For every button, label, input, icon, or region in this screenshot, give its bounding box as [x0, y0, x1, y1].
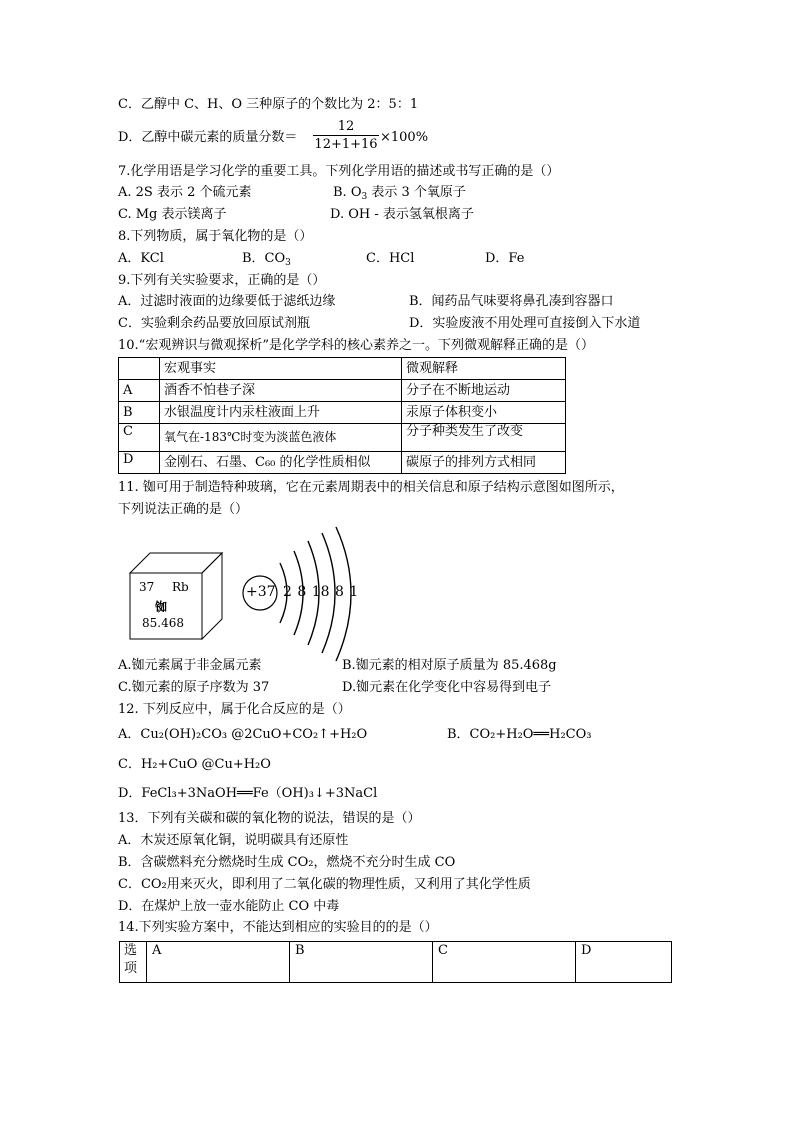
nucleus-charge: +37: [246, 584, 276, 600]
q8-option-b: B．$CO_3$: [242, 251, 291, 268]
q9-option-c: C．实验剩余药品要放回原试剂瓶: [118, 316, 310, 331]
q13-option-b: B．含碳燃料充分燃烧时生成 CO₂，燃烧不充分时生成 CO: [118, 855, 456, 870]
table-row: [119, 380, 566, 402]
table-cell: 酒香不怕巷子深: [160, 380, 402, 402]
q9-option-b: B．闻药品气味要将鼻孔凑到容器口: [409, 294, 614, 309]
element-symbol: Rb: [172, 580, 189, 594]
table-header-cell: B: [290, 942, 433, 983]
q8-stem: 8.下列物质，属于氧化物的是（）: [118, 229, 313, 244]
q12-option-a: A．Cu₂(OH)₂CO₃ @2CuO+CO₂↑+H₂O: [118, 727, 368, 742]
q7-option-a: A. 2S 表示 2 个硫元素: [118, 185, 252, 200]
table-cell: [119, 358, 160, 380]
fraction-bar: [313, 135, 379, 136]
q7-stem: 7.化学用语是学习化学的重要工具。下列化学用语的描述或书写正确的是（）: [118, 164, 560, 179]
table-row: [119, 452, 566, 474]
q10-stem: 10.“宏观辨识与微观探析”是化学学科的核心素养之一。下列微观解释正确的是（）: [118, 338, 594, 353]
q6-option-d-suffix: ×100%: [380, 130, 429, 145]
q7-option-b: B. $O_3$ 表示 3 个氧原子: [333, 185, 466, 202]
atomic-number: 37: [139, 580, 155, 594]
q8-option-d: D．Fe: [485, 251, 525, 266]
q11-option-d: D.铷元素在化学变化中容易得到电子: [342, 680, 552, 695]
q6-fraction: [313, 119, 379, 152]
table-cell: A: [119, 380, 160, 402]
q14-stem: 14.下列实验方案中，不能达到相应的实验目的的是（）: [118, 920, 438, 935]
q8-option-a: A．KCl: [118, 251, 164, 266]
atomic-mass: 85.468: [142, 616, 184, 630]
table-cell: 分子在不断地运动: [402, 380, 566, 402]
q13-option-c: C．CO₂用来灭火，即利用了二氧化碳的物理性质，又利用了其化学性质: [118, 877, 531, 892]
table-cell: 碳原子的排列方式相同: [402, 452, 566, 474]
q11-option-c: C.铷元素的原子序数为 37: [118, 680, 270, 695]
periodic-table-cell-figure: [128, 549, 224, 645]
table-cell: 氧气在-183℃时变为淡蓝色液体: [160, 424, 402, 452]
q6-option-d: [118, 130, 297, 146]
q12-option-d: D．FeCl₃+3NaOH══Fe（OH)₃↓+3NaCl: [118, 786, 378, 801]
table-header-cell: A: [147, 942, 290, 983]
q9-option-a: A．过滤时液面的边缘要低于滤纸边缘: [118, 294, 336, 309]
table-header-cell: 微观解释: [402, 358, 566, 380]
table-header-cell: 宏观事实: [160, 358, 402, 380]
atomic-structure-diagram: [238, 525, 368, 669]
table-cell: 金刚石、石墨、C₆₀ 的化学性质相似: [160, 452, 402, 474]
q10-table: [118, 357, 566, 474]
table-cell: B: [119, 402, 160, 424]
q11-option-a: A.铷元素属于非金属元素: [118, 658, 262, 673]
q9-stem: 9.下列有关实验要求，正确的是（）: [118, 273, 326, 288]
element-name: 铷: [155, 600, 168, 614]
table-cell: C: [119, 424, 160, 452]
q6-fraction-denominator: 12+1+16: [314, 137, 378, 152]
table-row: [119, 402, 566, 424]
table-header-cell: C: [433, 942, 576, 983]
electron-shell-counts: 2 8 18 8 1: [283, 584, 359, 600]
table-row: [119, 424, 566, 452]
table-header-cell: D: [576, 942, 672, 983]
table-header-row: [120, 942, 672, 983]
table-cell: 汞原子体积变小: [402, 402, 566, 424]
q11-stem-line2: 下列说法正确的是（）: [118, 502, 249, 517]
q9-option-d: D．实验废液不用处理可直接倒入下水道: [409, 316, 641, 331]
q12-option-c: C．H₂+CuO @Cu+H₂O: [118, 757, 271, 772]
q6-option-d-prefix: D．乙醇中碳元素的质量分数＝: [118, 130, 298, 145]
q6-option-c: C．乙醇中 C、H、O 三种原子的个数比为 2：5：1: [118, 97, 419, 112]
q13-option-d: D．在煤炉上放一壶水能防止 CO 中毒: [118, 899, 340, 914]
table-cell: 分子种类发生了改变: [402, 424, 566, 452]
q13-option-a: A．木炭还原氧化铜，说明碳具有还原性: [118, 833, 349, 848]
table-cell: 水银温度计内汞柱液面上升: [160, 402, 402, 424]
q13-stem: 13．下列有关碳和碳的氧化物的说法，错误的是（）: [118, 811, 421, 826]
q12-option-b: B．CO₂+H₂O══H₂CO₃: [447, 727, 592, 742]
q6-fraction-numerator: 12: [337, 119, 355, 134]
table-cell: D: [119, 452, 160, 474]
table-header-row: [119, 358, 566, 380]
q7-option-d: D. OH - 表示氢氧根离子: [330, 207, 474, 222]
q14-table: [119, 941, 672, 983]
q7-option-c: C. Mg 表示镁离子: [118, 207, 227, 222]
q11-option-b: B.铷元素的相对原子质量为 85.468g: [342, 658, 557, 673]
table-header-cell: 选项: [120, 942, 147, 983]
q11-stem-line1: 11. 铷可用于制造特种玻璃，它在元素周期表中的相关信息和原子结构示意图如图所示，: [118, 480, 624, 495]
q8-option-c: C．HCl: [366, 251, 415, 266]
q12-stem: 12. 下列反应中，属于化合反应的是（）: [118, 702, 351, 717]
